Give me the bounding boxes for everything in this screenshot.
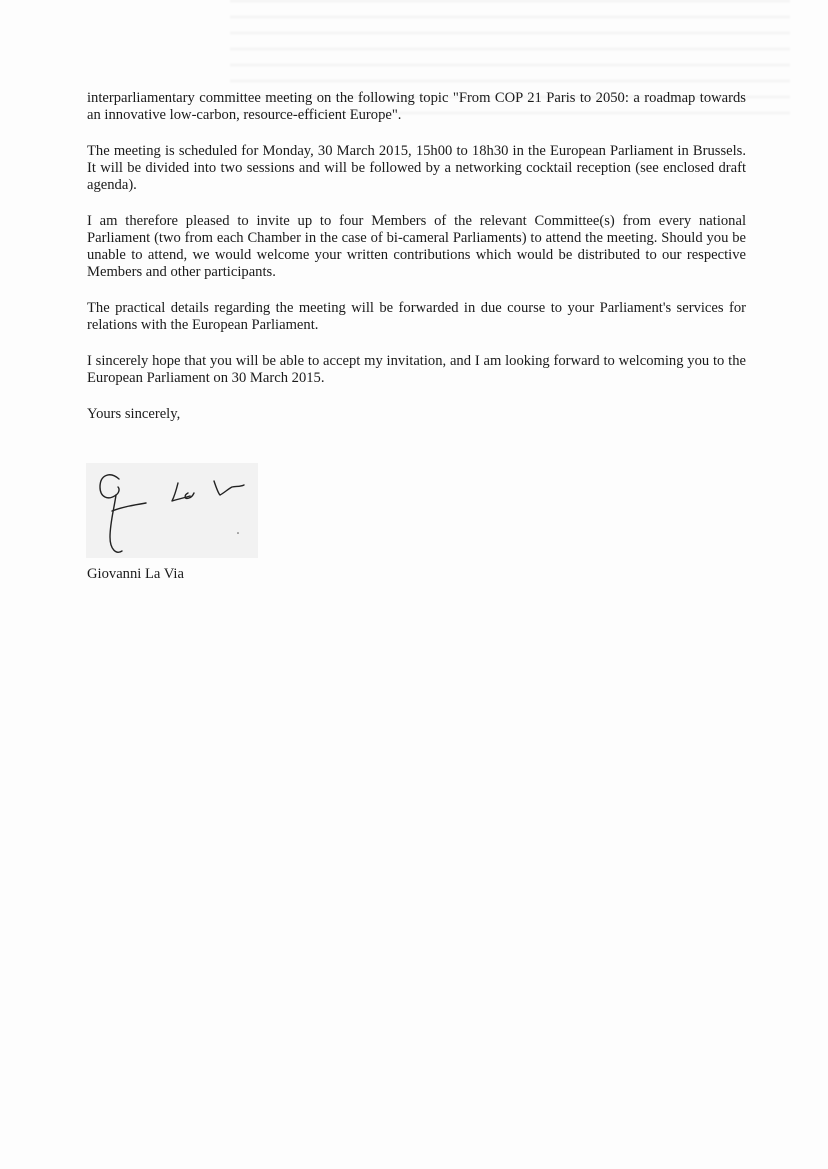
signature-icon xyxy=(86,463,258,558)
signer-name: Giovanni La Via xyxy=(87,566,184,582)
paragraph-invitation: I am therefore pleased to invite up to four Members of the relevant Committee(s) from every national Parliament (two from each Chamber in the case of bi-cameral Parliaments) to attend the meeting. Should you be unable to attend, we would welcome your written contributions which would be distributed to our respective Members and other participants. xyxy=(87,213,746,280)
closing-salutation: Yours sincerely, xyxy=(87,406,181,422)
letter-body xyxy=(87,90,746,423)
paragraph-practical-details: The practical details regarding the meeting will be forwarded in due course to your Parliament's services for relations with the European Parliament. xyxy=(87,300,746,333)
paragraph-topic: interparliamentary committee meeting on the following topic "From COP 21 Paris to 2050: a roadmap towards an innovative low-carbon, resource-efficient Europe". xyxy=(87,90,746,123)
paragraph-closing-hope: I sincerely hope that you will be able to accept my invitation, and I am looking forward to welcoming you to the European Parliament on 30 March 2015. xyxy=(87,353,746,386)
paragraph-schedule: The meeting is scheduled for Monday, 30 March 2015, 15h00 to 18h30 in the European Parliament in Brussels. It will be divided into two sessions and will be followed by a networking cocktail reception (see enclosed draft agenda). xyxy=(87,143,746,193)
handwritten-signature xyxy=(86,463,258,558)
